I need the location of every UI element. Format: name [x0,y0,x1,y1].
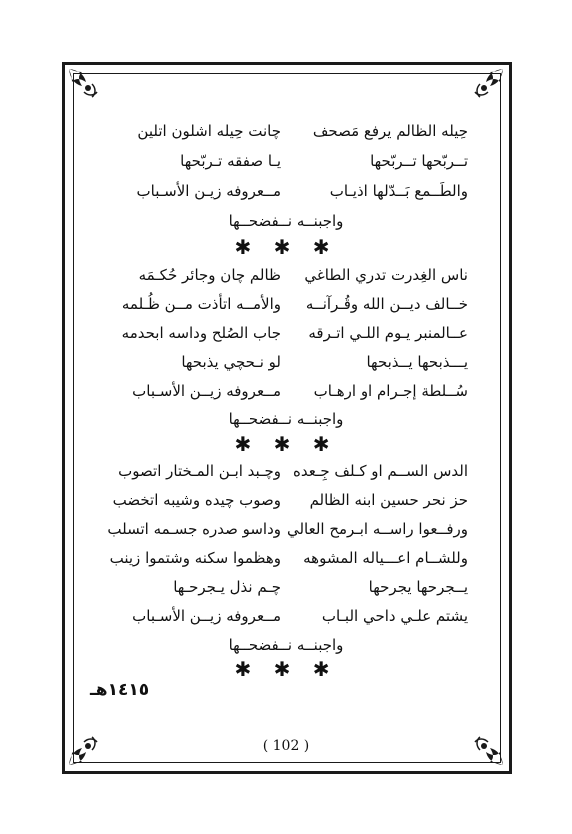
verse-left-hemistich: ظالم چان وجائر حُكـمَه [138,266,281,284]
verse-left-hemistich: والأمــه اتأذت مــن ظُـلمه [121,295,281,313]
stanza-separator-stars: ✱ ✱ ✱ [234,657,338,681]
hijri-year: ١٤١٥هـ [90,680,150,700]
corner-ornament-icon [472,66,506,100]
verse-left-hemistich: مــعروفه زيـن الأسـباب [136,182,281,200]
verse-right-hemistich: عــالمنبر يـوم اللـي اتـرقه [308,324,468,342]
refrain: واجبنــه نــفضحــها [228,636,344,654]
verse-right-hemistich: وللشــام اعـــياله المشوهه [303,549,468,567]
verse-right-hemistich: يــجرحها يجرحها [368,578,468,596]
verse-left-hemistich: مــعروفه زيــن الأسـباب [132,382,281,400]
verse-left-hemistich: چـم نذل يـجرحـها [173,578,281,596]
verse-left-hemistich: لو نـحچي يذبحها [181,353,281,371]
verse-left-hemistich: چانت حِيله اشلون اتلين [137,122,281,140]
verse-left-hemistich: يـا صفقه تـربّحها [180,152,281,170]
verse-right-hemistich: سُــلطة إجـرام او ارهـاب [313,382,468,400]
verse-right-hemistich: والطَــمع بَــدّلها اذيـاب [329,182,468,200]
stanza-separator-stars: ✱ ✱ ✱ [234,432,338,456]
verse-right-hemistich: خــالف ديــن الله وقُـرآنــه [305,295,468,313]
verse-right-hemistich: تــربّحها تــربّحها [370,152,468,170]
verse-left-hemistich: وچـبد ابـن المـختار اتصوب [118,462,281,480]
verse-left-hemistich: وصوب چيده وشيبه اتخضب [112,491,281,509]
verse-left-hemistich: وداسو صدره جسـمه اتسلب [107,520,281,538]
refrain: واجبنــه نــفضحــها [228,410,344,428]
page-number: ( 102 ) [262,738,310,754]
verse-left-hemistich: وهظموا سكنه وشتموا زينب [109,549,281,567]
stanza-separator-stars: ✱ ✱ ✱ [234,235,338,259]
verse-right-hemistich: حز نحر حسين ابنه الظالم [309,491,468,509]
verse-right-hemistich: يـــذبحها يــذبحها [366,353,468,371]
verse-right-hemistich: حِيله الظالم يرفع مَصحف [312,122,468,140]
verse-left-hemistich: جاب الصُلح وداسه ابحدمه [121,324,281,342]
verse-left-hemistich: مــعروفه زيــن الأسـباب [132,607,281,625]
refrain: واجبنــه نــفضحــها [228,212,344,230]
verse-right-hemistich: ناس الغِدرت تدري الطاغي [304,266,468,284]
verse-right-hemistich: يشتم علـي داحي البـاب [321,607,468,625]
verse-right-hemistich: الدس الســم او كـلف جِـعده [293,462,468,480]
corner-ornament-icon [66,66,100,100]
verse-right-hemistich: ورفــعوا راســه ابـرمح العالي [286,520,468,538]
